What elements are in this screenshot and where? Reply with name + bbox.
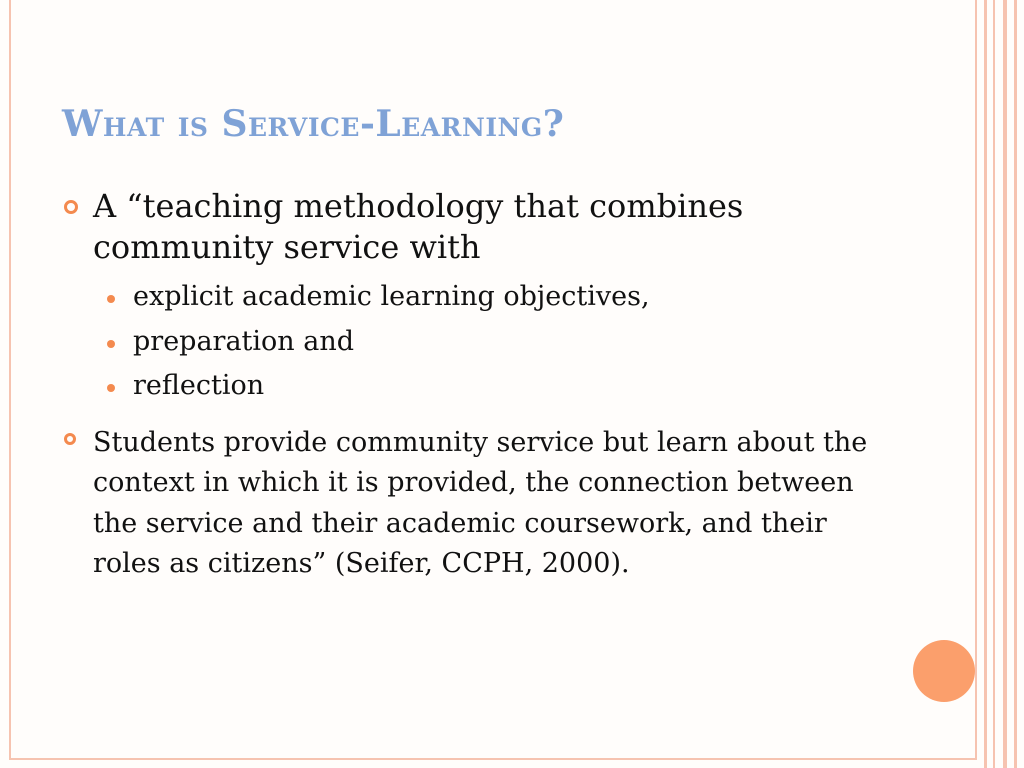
ring-bullet-icon [64, 200, 78, 214]
sub-bullet-text: reflection [133, 370, 265, 401]
dot-bullet-icon [107, 384, 115, 392]
orange-circle-icon [913, 640, 975, 702]
right-stripe [1003, 0, 1007, 768]
sub-bullet-list [62, 275, 882, 409]
bullet-item [62, 186, 882, 268]
dot-bullet-icon [107, 295, 115, 303]
slide-title: What is Service-Learning? [62, 103, 565, 145]
sub-bullet-text: explicit academic learning objectives, [133, 281, 650, 312]
bullet-text: A “teaching methodology that combines community service with [93, 187, 744, 266]
right-stripe [984, 0, 987, 768]
sub-bullet-item [62, 320, 882, 365]
bullet-text: Students provide community service but learn about the context in which it is provided, the connection between the service and their academic coursework, and their roles as citizens” (Seifer, CCPH, 2000). [93, 426, 868, 579]
slide-body [62, 186, 882, 585]
sub-bullet-text: preparation and [133, 325, 355, 357]
sub-bullet-item [62, 364, 882, 409]
ring-bullet-icon [64, 433, 76, 445]
dot-bullet-icon [107, 340, 115, 348]
right-stripe [1014, 0, 1017, 768]
bullet-item [62, 423, 882, 585]
right-stripe [993, 0, 995, 768]
sub-bullet-item [62, 275, 882, 320]
